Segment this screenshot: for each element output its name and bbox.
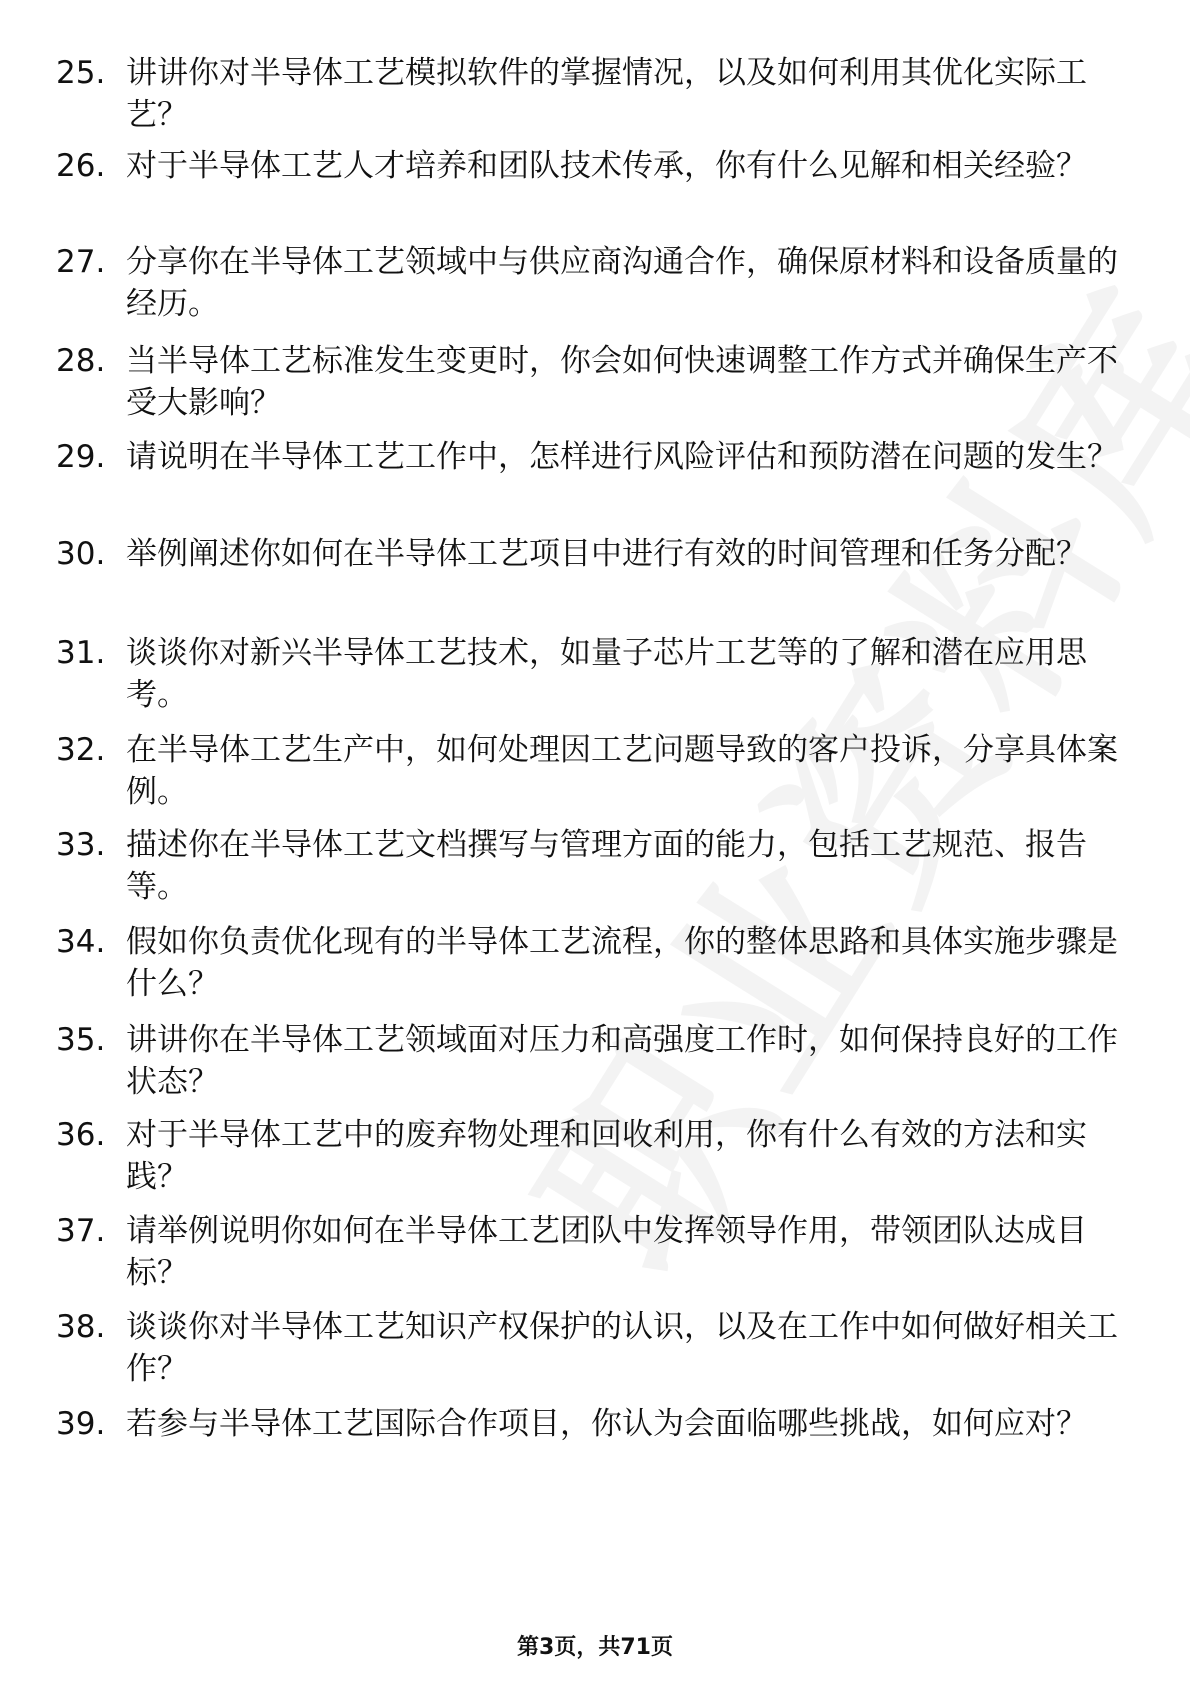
question-text: 描述你在半导体工艺文档撰写与管理方面的能力，包括工艺规范、报告等。 (126, 827, 1087, 905)
question-number: 33. (56, 827, 106, 863)
question-number: 32. (56, 732, 106, 768)
question-text: 讲讲你在半导体工艺领域面对压力和高强度工作时，如何保持良好的工作状态？ (126, 1022, 1118, 1100)
question-number: 30. (56, 536, 106, 572)
question-number: 29. (56, 439, 106, 475)
question-number: 39. (56, 1406, 106, 1442)
question-text: 当半导体工艺标准发生变更时，你会如何快速调整工作方式并确保生产不受大影响？ (126, 343, 1118, 421)
question-number: 28. (56, 343, 106, 379)
question-text: 谈谈你对新兴半导体工艺技术，如量子芯片工艺等的了解和潜在应用思考。 (126, 635, 1087, 713)
question-text: 讲讲你对半导体工艺模拟软件的掌握情况，以及如何利用其优化实际工艺？ (126, 55, 1087, 133)
question-text: 若参与半导体工艺国际合作项目，你认为会面临哪些挑战，如何应对？ (126, 1406, 1087, 1442)
question-text: 举例阐述你如何在半导体工艺项目中进行有效的时间管理和任务分配？ (126, 536, 1087, 572)
question-text: 在半导体工艺生产中，如何处理因工艺问题导致的客户投诉，分享具体案例。 (126, 732, 1118, 810)
question-text: 请说明在半导体工艺工作中，怎样进行风险评估和预防潜在问题的发生？ (126, 439, 1118, 475)
question-number: 27. (56, 244, 106, 280)
question-number: 34. (56, 924, 106, 960)
question-text: 请举例说明你如何在半导体工艺团队中发挥领导作用，带领团队达成目标？ (126, 1213, 1087, 1291)
question-number: 31. (56, 635, 106, 671)
question-text: 谈谈你对半导体工艺知识产权保护的认识，以及在工作中如何做好相关工作？ (126, 1309, 1118, 1387)
question-text: 对于半导体工艺中的废弃物处理和回收利用，你有什么有效的方法和实践？ (126, 1117, 1087, 1195)
question-text: 假如你负责优化现有的半导体工艺流程，你的整体思路和具体实施步骤是什么？ (126, 924, 1118, 1002)
question-number: 35. (56, 1022, 106, 1058)
page-indicator: 第3页，共71页 (517, 1635, 673, 1660)
question-number: 36. (56, 1117, 106, 1153)
question-text: 分享你在半导体工艺领域中与供应商沟通合作，确保原材料和设备质量的经历。 (126, 244, 1118, 322)
question-number: 25. (56, 55, 106, 91)
question-number: 26. (56, 148, 106, 184)
question-text: 对于半导体工艺人才培养和团队技术传承，你有什么见解和相关经验？ (126, 148, 1087, 184)
question-number: 38. (56, 1309, 106, 1345)
question-number: 37. (56, 1213, 106, 1249)
